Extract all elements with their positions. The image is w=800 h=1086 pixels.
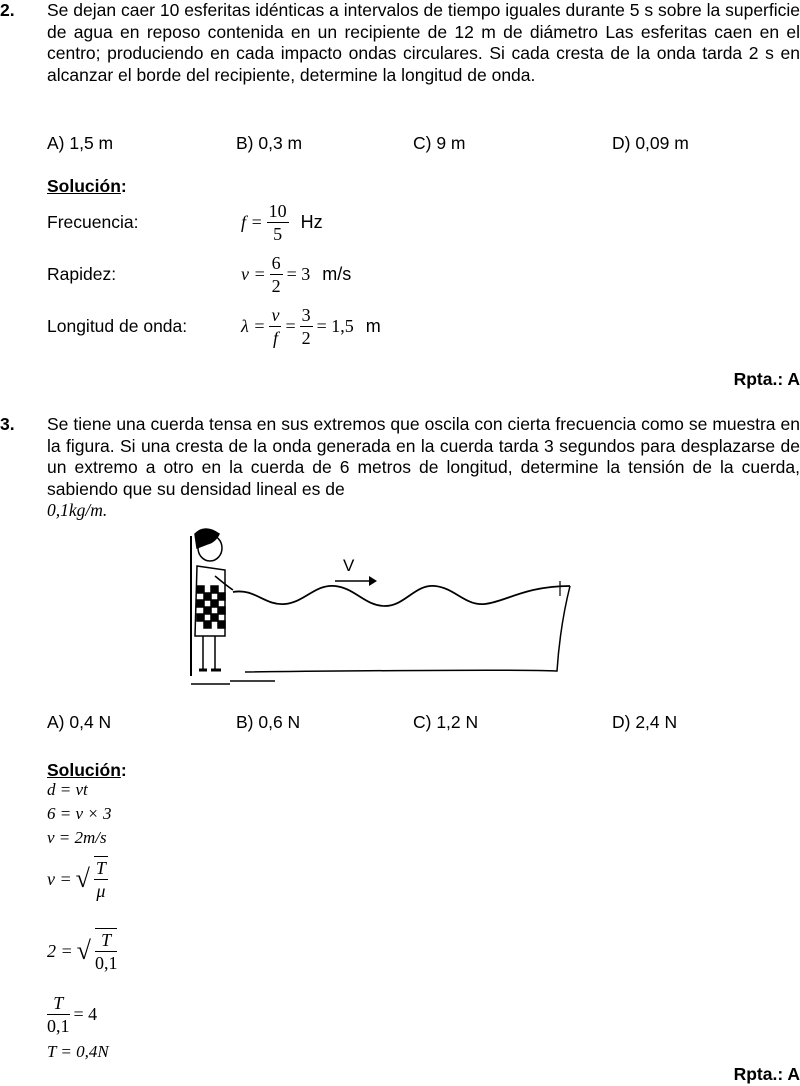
p2-eq-frecuencia: f = $\frac{10}{5}$ Hz (241, 201, 323, 244)
p2-answer: Rpta.: A (733, 369, 800, 389)
p3-step-7: T = 0,4N (47, 1042, 109, 1061)
string-wave-figure (185, 526, 585, 696)
p2-label-rapidez: Rapidez: (47, 264, 117, 284)
p2-label-longitud: Longitud de onda: (47, 316, 188, 336)
velocity-label: V (343, 556, 355, 575)
p3-step-4: v = √ $\frac{T}{\mu}$ (47, 858, 106, 901)
p3-step-2: 6 = v × 3 (47, 804, 112, 823)
string-wave (233, 586, 570, 606)
p3-option-b: B) 0,6 N (236, 712, 301, 732)
p3-option-d: D) 2,4 N (612, 712, 678, 732)
p2-option-d: D) 0,09 m (612, 133, 689, 153)
p2-label-frecuencia: Frecuencia: (47, 212, 139, 232)
p3-answer: Rpta.: A (733, 1064, 800, 1084)
girl-figure (191, 529, 275, 684)
p3-solution-heading: Solución: (47, 760, 127, 780)
problem-3-text: Se tiene una cuerda tensa en sus extremos que oscila con cierta frecuencia como se muestra en la figura. Si una cresta de la onda generada en la cuerda tarda 3 segundos para desplazarse de un extremo a otro en la cuerda de 6 metros de longitud, determine la tensión de la cuerda, sabiendo que su densidad lineal es de (47, 414, 800, 499)
p2-option-b: B) 0,3 m (236, 133, 303, 153)
p2-option-c: C) 9 m (413, 133, 466, 153)
problem-2-number: 2. (0, 0, 15, 20)
p3-step-6: $\frac{T}{0,1}$ = 4 (47, 993, 98, 1036)
p3-step-5: 2 = √ $\frac{T}{0,1}$ (47, 930, 118, 973)
p2-solution-heading: Solución: (47, 176, 127, 196)
p2-eq-rapidez: v = $\frac{6}{2}$ = 3 m/s (241, 253, 352, 296)
problem-3-number: 3. (0, 414, 15, 434)
p3-density: 0,1kg/m. (47, 500, 108, 520)
p3-step-3: v = 2m/s (47, 828, 107, 847)
p3-step-1: d = vt (47, 780, 88, 799)
p3-option-a: A) 0,4 N (47, 712, 112, 732)
problem-2-text: Se dejan caer 10 esferitas idénticas a intervalos de tiempo iguales durante 5 s sobre la superficie de agua en reposo contenida en un recipiente de 12 m de diámetro Las esferitas caen en el centro; produciendo en cada impacto ondas circulares. Si cada cresta de la onda tarda 2 s en alcanzar el borde del recipiente, determine la longitud de onda. (47, 0, 800, 85)
p2-eq-longitud: λ = $\frac{v}{f}$ = $\frac{3}{2}$ = 1,5 m (241, 305, 381, 348)
p3-option-c: C) 1,2 N (413, 712, 479, 732)
p2-option-a: A) 1,5 m (47, 133, 114, 153)
